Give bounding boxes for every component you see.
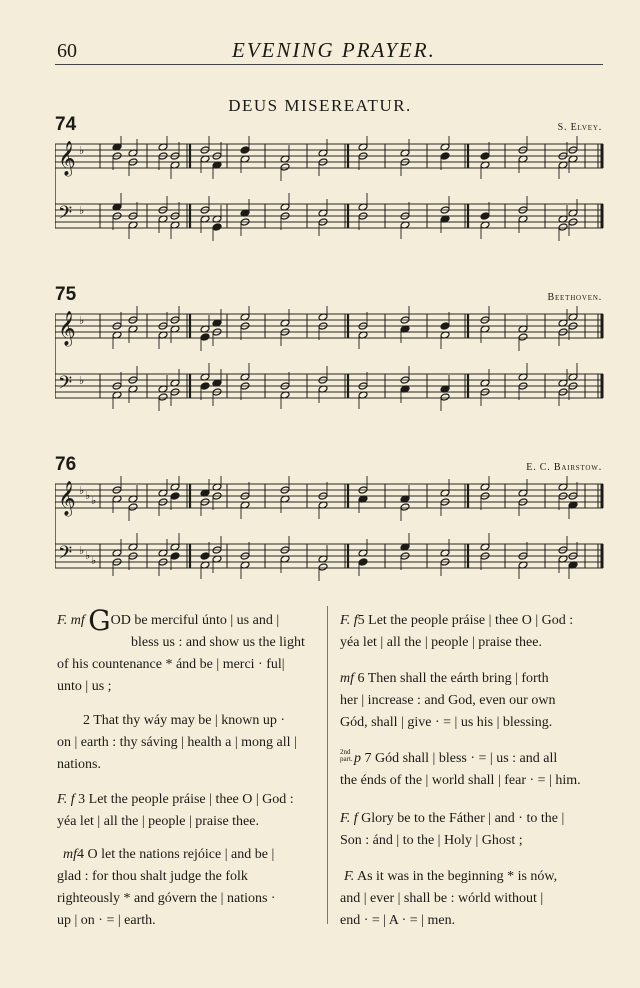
page-number: 60 [57,40,77,62]
flat-icon: ♭ [91,555,97,567]
flat-icon: ♭ [79,545,85,557]
flat-icon: ♭ [79,145,85,157]
verse-line: bless us : and show us the light [131,635,305,650]
flat-icon: ♭ [91,495,97,507]
verse-4 [57,844,319,932]
verse-line: glad : for thou shalt judge the folk [57,869,248,884]
drop-initial: G [88,604,111,637]
verse-line: 7 Gód shall | bless · = | us : and all [364,751,558,766]
verse-line: Glory be to the Fáther | and · to the | [361,811,565,826]
verse-line: yéa let | all the | people | praise thee. [340,635,542,650]
music-system-76 [55,476,605,582]
notehead [200,333,210,341]
dynamic-mark: F. f [57,792,75,807]
header-rule [55,64,603,65]
chant-score [55,306,605,412]
music-system-75 [55,306,605,412]
verse-line: on | earth : thy sáving | health a | mong all | [57,735,297,750]
verse-line: 3 Let the people práise | thee O | God : [78,792,294,807]
verse-line: righteously * and góvern the | nations · [57,891,276,906]
music-system-74 [55,136,605,242]
verse-line: nations. [57,757,101,772]
verse-1 [57,604,319,698]
gloria-1 [340,808,602,852]
bass-staff [55,193,603,241]
bass-clef-icon: 𝄢 [58,373,73,398]
verse-5 [340,610,602,654]
flat-icon: ♭ [79,315,85,327]
column-rule [327,606,328,924]
dynamic-mark: F. f [340,613,358,628]
notehead [358,558,368,566]
tune-number-76: 76 [55,454,77,475]
notehead [280,163,290,171]
dynamic-mark: F. f [340,811,358,826]
second-part-label: 2nd part. [340,748,353,763]
running-title: EVENING PRAYER. [232,38,436,62]
dynamic-mark: mf [63,847,77,862]
verse-line: OD be merciful únto | us and | [110,613,280,628]
tune-number-75: 75 [55,284,77,305]
verse-line: of his countenance * ánd be | merci · ful| [57,657,285,672]
verse-line: up | on · = | earth. [57,913,156,928]
notehead [170,492,180,500]
notehead [518,333,528,341]
chant-score [55,476,605,582]
bass-clef-icon: 𝄢 [58,203,73,228]
verse-line: 4 O let the nations rejóice | and be | [77,847,275,862]
verse-7 [340,748,602,792]
dynamic-mark: mf [340,671,354,686]
verse-line: the énds of the | world shall | fear · = | him. [340,773,581,788]
composer-76: E. C. Bairstow. [526,462,602,473]
notehead [158,393,168,401]
bass-staff [55,533,603,581]
verse-2 [57,710,319,776]
flat-icon: ♭ [85,490,91,502]
bass-clef-icon: 𝄢 [58,543,73,568]
notehead [558,223,568,231]
treble-clef-icon: 𝄞 [58,311,76,346]
verse-line: and | ever | shall be : wórld without | [340,891,544,906]
chant-score [55,136,605,242]
notehead [480,212,490,220]
verse-line: Gód, shall | give · = | us his | blessing. [340,715,553,730]
verse-3 [57,789,319,833]
notehead [400,503,410,511]
flat-icon: ♭ [79,205,85,217]
verse-line: unto | us ; [57,679,112,694]
gloria-2 [340,866,602,932]
flat-icon: ♭ [79,375,85,387]
notehead [170,552,180,560]
verse-6 [340,668,602,734]
treble-staff [55,136,603,181]
dynamic-mark: p [354,751,361,766]
dynamic-mark: F. [344,869,355,884]
notehead [318,563,328,571]
verse-line: As it was in the beginning * is nów, [356,869,558,884]
treble-clef-icon: 𝄞 [58,141,76,176]
flat-icon: ♭ [85,550,91,562]
verse-line: Son : ánd | to the | Holy | Ghost ; [340,833,523,848]
treble-clef-icon: 𝄞 [58,481,76,516]
verse-line: her | increase : and God, even our own [340,693,556,708]
flat-icon: ♭ [79,485,85,497]
notehead [440,322,450,330]
notehead [212,223,222,231]
hymn-title: DEUS MISEREATUR. [228,96,412,115]
notehead [440,393,450,401]
notehead [240,146,250,154]
verse-line: 5 Let the people práise | thee O | God : [357,613,574,628]
treble-staff [55,476,603,521]
notehead [440,152,450,160]
verse-line: end · = | A · = | men. [340,913,456,928]
notehead [128,503,138,511]
composer-75: Beethoven. [547,292,602,303]
bass-staff [55,363,603,411]
notehead [480,152,490,160]
composer-74: S. Elvey. [557,122,602,133]
notehead [200,552,210,560]
treble-staff [55,306,603,351]
verse-line: 2 That thy wáy may be | known up · [83,713,286,728]
tune-number-74: 74 [55,114,77,135]
verse-line: yéa let | all the | people | praise thee. [57,814,259,829]
verse-line: 6 Then shall the eárth bring | forth [357,671,549,686]
dynamic-mark: F. mf [57,613,85,628]
notehead [200,382,210,390]
